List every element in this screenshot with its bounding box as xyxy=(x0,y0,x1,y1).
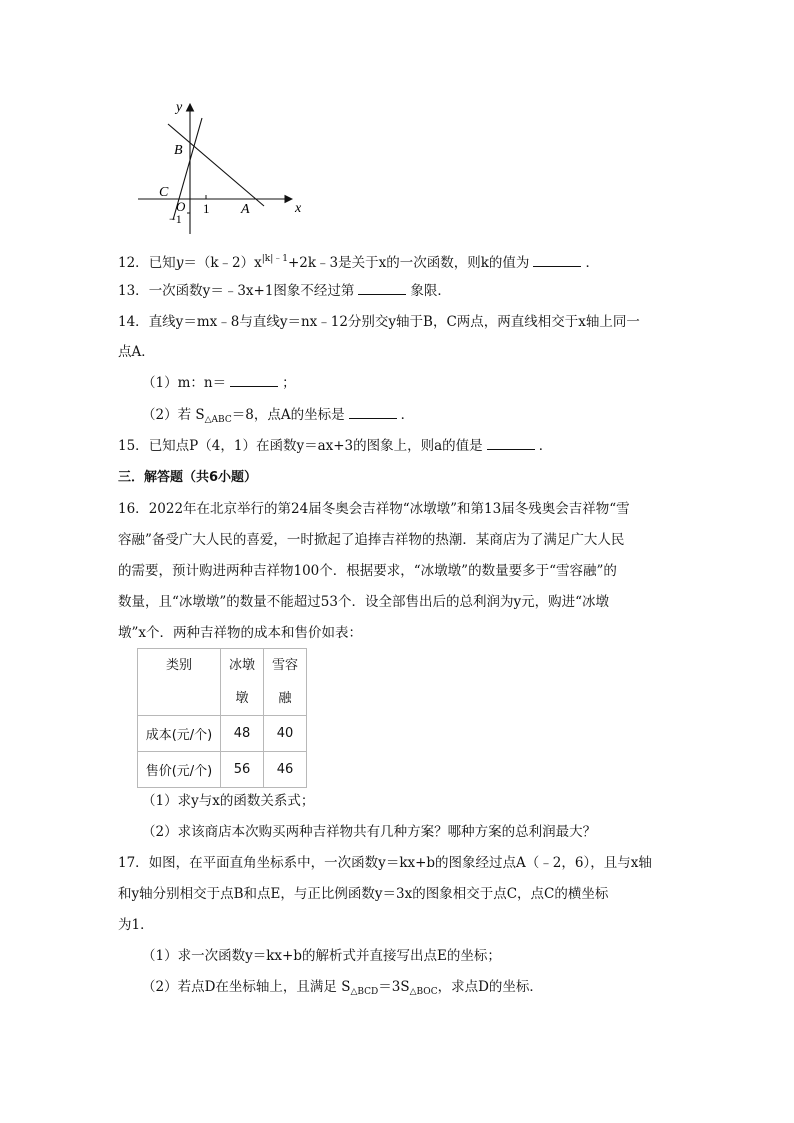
q13-text: 一次函数y＝﹣3x+1图象不经过第 xyxy=(148,283,355,299)
q13-tail: 象限． xyxy=(410,283,451,299)
q17-number: 17． xyxy=(118,855,149,871)
q14-number: 14． xyxy=(118,314,149,330)
question-13 xyxy=(118,281,451,301)
header-category: 类别 xyxy=(165,658,192,673)
table-header-cell xyxy=(138,649,221,716)
q17-sub2-sub1: △BCD xyxy=(350,987,379,997)
table-cell: 48 xyxy=(221,716,264,752)
table-cell: 售价(元/个) xyxy=(138,752,221,788)
header-bingdundun-line1: 冰墩 xyxy=(228,658,255,673)
x-axis-label: x xyxy=(295,201,302,216)
q16-sub1: （1）求y与x的函数关系式； xyxy=(142,793,315,809)
q17-sub2-mid: ＝3S xyxy=(378,979,410,995)
q14-text: 直线y＝mx﹣8与直线y＝nx﹣12分别交y轴于B，C两点，两直线相交于x轴上同一 xyxy=(148,314,640,330)
q12-expr1: y xyxy=(175,255,184,271)
q16-number: 16． xyxy=(118,501,149,517)
q12-answer-blank[interactable] xyxy=(533,254,581,267)
question-15 xyxy=(118,436,552,456)
question-12: 12．已知$y=(k﹣2)x^{|k|﹣1}+2k﹣3$是关于x的一次函数，则k的值为 ． xyxy=(118,254,599,271)
table-header-cell xyxy=(264,649,307,716)
q16-line1: 2022年在北京举行的第24届冬奥会吉祥物“冰墩墩”和第13届冬残奥会吉祥物“雪 xyxy=(148,501,630,517)
point-c-label: C xyxy=(159,185,169,200)
question-14-cont: 点A． xyxy=(118,344,155,360)
question-17 xyxy=(118,853,652,873)
table-cell: 46 xyxy=(264,752,307,788)
q17-line2: 和y轴分别相交于点B和点E，与正比例函数y＝3x的图象相交于点C，点C的横坐标 xyxy=(118,886,609,902)
table-header-cell xyxy=(221,649,264,716)
q14-part1-tail: ； xyxy=(282,375,296,391)
q12-expr2: ＝（k﹣2）x xyxy=(183,255,262,271)
price-table xyxy=(137,648,307,788)
q16-sub2: （2）求该商店本次购买两种吉祥物共有几种方案？哪种方案的总利润最大？ xyxy=(142,824,597,840)
table-cell: 40 xyxy=(264,716,307,752)
table-cell: 成本(元/个) xyxy=(138,716,221,752)
table-row xyxy=(138,716,307,752)
q15-text: 已知点P（4，1）在函数y＝ax+3的图象上，则a的值是 xyxy=(148,438,483,454)
q14-part2-sub: △ABC xyxy=(204,415,232,425)
header-xuerongrong-line2: 融 xyxy=(278,691,292,706)
origin-label: O xyxy=(176,199,186,214)
neg-one-label: −1 xyxy=(169,212,182,226)
q12-text-before: 已知 xyxy=(148,255,176,271)
q12-exponent: |k|﹣1 xyxy=(261,254,288,264)
q17-sub1: （1）求一次函数y＝kx+b的解析式并直接写出点E的坐标； xyxy=(142,948,501,964)
q17-sub2-sub2: △BOC xyxy=(409,987,438,997)
q13-number: 13． xyxy=(118,283,149,299)
y-axis-label: y xyxy=(176,100,183,115)
q14-part1-blank[interactable] xyxy=(230,374,278,387)
header-bingdundun-line2: 墩 xyxy=(235,691,249,706)
q15-answer-blank[interactable] xyxy=(487,437,535,450)
q15-tail: ． xyxy=(538,438,553,454)
q13-answer-blank[interactable] xyxy=(358,282,406,295)
q16-line4: 数量，且“冰墩墩”的数量不能超过53个．设全部售出后的总利润为y元，购进“冰墩 xyxy=(118,594,610,610)
table-row xyxy=(138,752,307,788)
q14-part2-tail: ． xyxy=(400,407,415,423)
table-cell: 56 xyxy=(221,752,264,788)
graph-svg xyxy=(132,96,312,241)
q12-number: 12． xyxy=(118,255,149,271)
q17-line1: 如图，在平面直角坐标系中，一次函数y＝kx+b的图象经过点A（﹣2，6），且与x轴 xyxy=(148,855,652,871)
q14-part1 xyxy=(142,373,296,393)
q17-sub2-before: （2）若点D在坐标轴上，且满足 S xyxy=(142,979,351,995)
q14-part2-before: （2）若 S xyxy=(142,407,205,423)
q14-part1-text: （1）m：n＝ xyxy=(142,375,227,391)
q15-number: 15． xyxy=(118,438,149,454)
line-ab xyxy=(168,124,264,206)
section-3-heading: 三．解答题（共6小题） xyxy=(118,470,258,485)
question-16 xyxy=(118,499,630,519)
q17-line3: 为1． xyxy=(118,917,154,933)
point-a-label: A xyxy=(241,202,250,217)
q14-part2 xyxy=(142,405,414,430)
q17-sub2 xyxy=(142,977,543,1002)
q16-line5: 墩”x个．两种吉祥物的成本和售价如表： xyxy=(118,625,363,641)
tick-one-label: 1 xyxy=(203,201,210,216)
q14-part2-blank[interactable] xyxy=(349,406,397,419)
q16-line3: 的需要，预计购进两种吉祥物100个．根据要求，“冰墩墩”的数量要多于“雪容融”的 xyxy=(118,563,617,579)
q16-line2: 容融”备受广大人民的喜爱，一时掀起了追捧吉祥物的热潮．某商店为了满足广大人民 xyxy=(118,532,625,548)
coordinate-figure xyxy=(132,96,312,241)
q12-expr3: +2k﹣3是关于x的一次函数，则k的值为 xyxy=(287,255,530,271)
table-header-row xyxy=(138,649,307,716)
header-xuerongrong-line1: 雪容 xyxy=(271,658,298,673)
q14-part2-after: ＝8，点A的坐标是 xyxy=(231,407,345,423)
q17-sub2-after: ，求点D的坐标． xyxy=(437,979,543,995)
question-14 xyxy=(118,312,640,332)
point-b-label: B xyxy=(174,143,183,158)
